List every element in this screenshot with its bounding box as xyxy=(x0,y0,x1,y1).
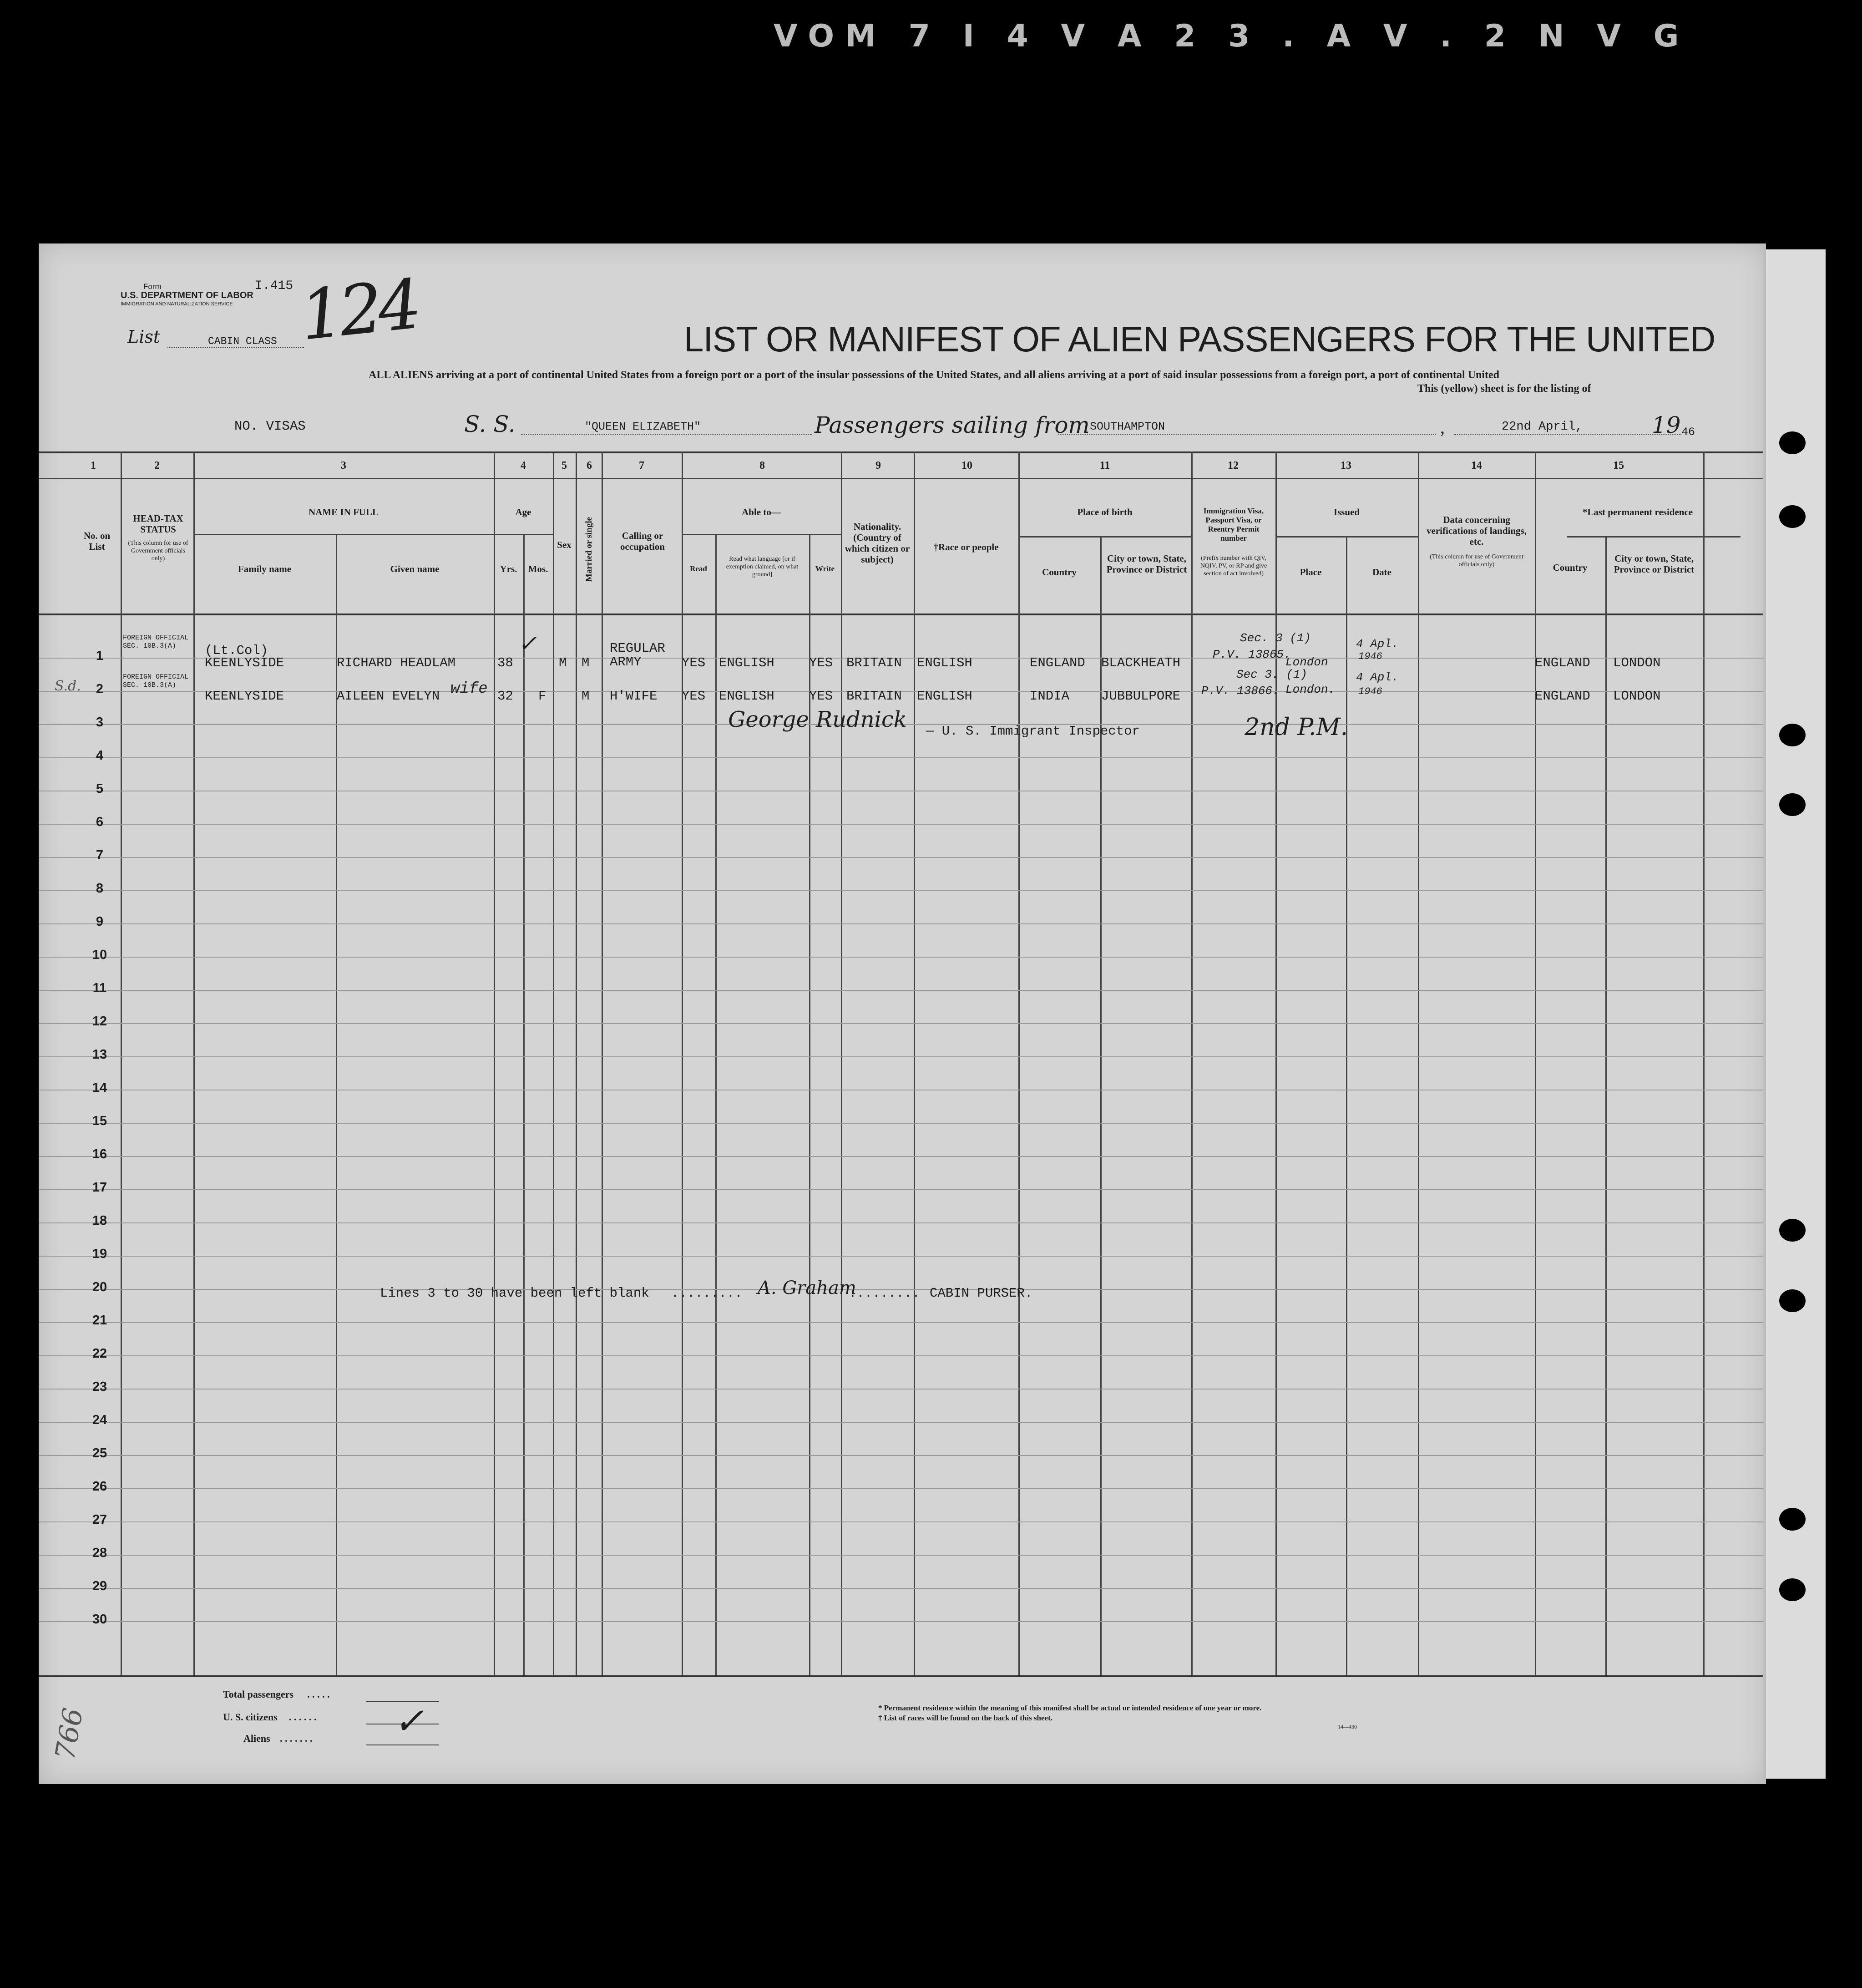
header-nationality: Nationality. (Country of which citizen or subject) xyxy=(845,521,910,565)
column-number: 6 xyxy=(587,460,592,472)
row-number: 14 xyxy=(92,1080,107,1095)
column-number: 15 xyxy=(1613,460,1624,472)
family-name: KEENLYSIDE xyxy=(205,655,284,670)
can-read: YES xyxy=(682,689,706,704)
column-number: 9 xyxy=(875,460,881,472)
inspector-stamp: — U. S. Immigrant Inspector xyxy=(926,724,1140,739)
row-number: 13 xyxy=(92,1047,107,1062)
row-number: 20 xyxy=(92,1280,107,1294)
can-write: YES xyxy=(809,655,833,670)
language: ENGLISH xyxy=(719,655,774,670)
row-number: 21 xyxy=(92,1313,107,1328)
residence-country: ENGLAND xyxy=(1535,655,1590,670)
row-number: 18 xyxy=(92,1213,107,1228)
punch-hole xyxy=(1779,1289,1806,1312)
row-number: 28 xyxy=(92,1546,107,1560)
header-issued-place: Place xyxy=(1300,567,1322,578)
comma: , xyxy=(1440,417,1445,437)
header-mos: Mos. xyxy=(528,563,548,574)
list-number-handwritten: 124 xyxy=(296,265,421,356)
nationality: BRITAIN xyxy=(846,655,902,670)
manifest-subtitle: ALL ALIENS arriving at a port of continental United States from a foreign port or a port of the insular possessions of the United States, and all aliens arriving at a port of said insular possessions from a foreign port, a port of continental United xyxy=(369,369,1499,381)
nationality: BRITAIN xyxy=(846,689,902,704)
header-yrs: Yrs. xyxy=(500,563,517,574)
age-yrs: 38 xyxy=(497,655,513,670)
row-number: 11 xyxy=(92,981,107,995)
column-number: 8 xyxy=(759,460,765,472)
row-number: 8 xyxy=(96,881,104,896)
purser-signature: A. Graham xyxy=(758,1278,856,1298)
issued-date: 4 Apl. xyxy=(1356,670,1399,684)
row-number: 12 xyxy=(92,1014,107,1029)
sailing-date: 22nd April, xyxy=(1502,420,1583,434)
row-number: 2 xyxy=(96,682,104,696)
header-sex: Sex xyxy=(557,539,572,550)
married: M xyxy=(582,655,590,670)
row-number: 4 xyxy=(96,748,104,763)
sailing-label: Passengers sailing from xyxy=(815,412,1090,438)
rank: (Lt.Col) xyxy=(205,643,268,658)
header-visa-note: (Prefix number with QIV, NQIV, PV, or RP and give section of act involved) xyxy=(1200,555,1267,577)
header-read: Read xyxy=(690,564,707,573)
form-prefix: Form xyxy=(143,282,162,291)
list-class: CABIN CLASS xyxy=(208,335,277,347)
residence-city: LONDON xyxy=(1613,655,1661,670)
visa-number: Sec 3. (1) xyxy=(1236,668,1308,681)
birth-country: INDIA xyxy=(1030,689,1070,704)
given-name: AILEEN EVELYN xyxy=(337,689,440,704)
row-number: 1 xyxy=(96,649,104,663)
leader-dots: . . . . . . xyxy=(289,1711,317,1723)
sheet-edge xyxy=(1763,243,1766,1784)
married: M xyxy=(582,689,590,704)
header-res-country: Country xyxy=(1553,562,1588,573)
header-race: †Race or people xyxy=(933,542,999,553)
header-last-residence: *Last permanent residence xyxy=(1582,507,1693,517)
punch-hole xyxy=(1779,431,1806,454)
occupation-2: ARMY xyxy=(610,654,642,669)
row-number: 26 xyxy=(92,1479,107,1494)
header-age: Age xyxy=(515,507,531,517)
occupation: REGULAR xyxy=(610,641,665,656)
language: ENGLISH xyxy=(719,689,774,704)
totals-check: ✓ xyxy=(394,1700,425,1742)
issued-place: London. xyxy=(1285,683,1336,696)
head-tax-status: FOREIGN OFFICIAL SEC. 10B.3(A) xyxy=(123,673,189,689)
header-write: Write xyxy=(815,564,835,573)
column-number: 5 xyxy=(562,460,567,472)
manifest-subtitle-2: This (yellow) sheet is for the listing of xyxy=(1417,383,1591,395)
purser-role: CABIN PURSER. xyxy=(930,1286,1033,1301)
blank-lines-text: Lines 3 to 30 have been left blank xyxy=(380,1286,649,1301)
can-write: YES xyxy=(809,689,833,704)
race: ENGLISH xyxy=(917,689,972,704)
year-prefix: 19 xyxy=(1652,412,1681,438)
leader-dots: ......... xyxy=(849,1286,920,1301)
ledger-stub xyxy=(1762,249,1826,1779)
manifest-sheet xyxy=(39,243,1766,1784)
header-given-name: Given name xyxy=(390,563,440,574)
residence-city: LONDON xyxy=(1613,689,1661,704)
column-number: 11 xyxy=(1099,460,1110,472)
header-able-to: Able to— xyxy=(742,507,781,517)
row-number: 3 xyxy=(96,715,104,730)
sex: M xyxy=(559,655,567,670)
row-number: 15 xyxy=(92,1114,107,1128)
issued-date: 4 Apl. xyxy=(1356,637,1399,651)
birth-city: JUBBULPORE xyxy=(1101,689,1181,704)
birth-city: BLACKHEATH xyxy=(1101,655,1181,670)
header-head-tax: HEAD-TAX STATUS xyxy=(133,513,183,535)
header-issued-date: Date xyxy=(1372,567,1391,578)
row-number: 17 xyxy=(92,1180,107,1195)
row-number: 9 xyxy=(96,914,104,929)
occupation: H'WIFE xyxy=(610,689,658,704)
residence-country: ENGLAND xyxy=(1535,689,1590,704)
header-data-note: (This column for use of Government officials only) xyxy=(1430,553,1523,568)
head-tax-status: FOREIGN OFFICIAL SEC. 10B.3(A) xyxy=(123,634,189,650)
manifest-title: LIST OR MANIFEST OF ALIEN PASSENGERS FOR THE UNITED xyxy=(684,319,1715,359)
header-place-of-birth: Place of birth xyxy=(1077,507,1133,517)
column-number: 13 xyxy=(1341,460,1351,472)
row-number: 29 xyxy=(92,1579,107,1593)
film-edge-marks: VOM 7 I 4 V A 2 3 . A V . 2 N V G xyxy=(774,18,1690,54)
form-number: I.415 xyxy=(255,279,293,293)
row2-margin-note: S.d. xyxy=(55,678,81,694)
age-mos: ✓ xyxy=(518,633,537,659)
service: IMMIGRATION AND NATURALIZATION SERVICE xyxy=(121,301,233,307)
inspector-note: 2nd P.M. xyxy=(1245,714,1348,741)
header-family-name: Family name xyxy=(238,563,292,574)
header-read-language: Read what language [or if exemption claimed, on what ground] xyxy=(726,556,799,578)
row-number: 30 xyxy=(92,1612,107,1627)
column-number: 7 xyxy=(639,460,644,472)
row-number: 22 xyxy=(92,1346,107,1361)
header-visa: Immigration Visa, Passport Visa, or Reentry Permit number xyxy=(1203,507,1264,543)
given-name-note: wife xyxy=(450,680,488,698)
inspector-signature: George Rudnick xyxy=(728,707,907,732)
row-number: 23 xyxy=(92,1379,107,1394)
race: ENGLISH xyxy=(917,655,972,670)
visa-number: Sec. 3 (1) xyxy=(1240,631,1311,645)
list-label: List xyxy=(127,327,161,347)
header-name-in-full: NAME IN FULL xyxy=(308,507,379,517)
header-head-tax-note: (This column for use of Government officials only) xyxy=(128,540,188,562)
margin-note: 766 xyxy=(49,1705,90,1763)
header-calling: Calling or occupation xyxy=(620,530,665,552)
leader-dots: . . . . . . . xyxy=(280,1733,313,1744)
visas-label: NO. VISAS xyxy=(234,419,306,434)
visa-number-2: P.V. 13866. xyxy=(1201,684,1280,698)
sex: F xyxy=(538,689,546,704)
column-number: 10 xyxy=(961,460,972,472)
row-number: 10 xyxy=(92,948,107,962)
row-number: 25 xyxy=(92,1446,107,1461)
total-passengers-label: Total passengers xyxy=(223,1689,294,1700)
aliens-label: Aliens xyxy=(243,1733,270,1744)
port-name: SOUTHAMPTON xyxy=(1090,420,1165,433)
row-number: 6 xyxy=(96,815,104,829)
row-number: 24 xyxy=(92,1413,107,1427)
family-name: KEENLYSIDE xyxy=(205,689,284,704)
header-issued: Issued xyxy=(1333,507,1360,517)
ship-name: "QUEEN ELIZABETH" xyxy=(585,420,701,433)
ss-label: S. S. xyxy=(464,411,516,437)
column-number: 4 xyxy=(521,460,526,472)
column-number: 3 xyxy=(341,460,346,472)
column-number: 14 xyxy=(1471,460,1482,472)
age-yrs: 32 xyxy=(497,689,513,704)
punch-hole xyxy=(1779,1578,1806,1601)
column-number: 12 xyxy=(1228,460,1239,472)
issued-place: London xyxy=(1285,655,1328,669)
form-code: 14—430 xyxy=(1338,1724,1357,1730)
punch-hole xyxy=(1779,1508,1806,1531)
row-number: 19 xyxy=(92,1247,107,1261)
punch-hole xyxy=(1779,793,1806,816)
leader-dots: ......... xyxy=(671,1286,743,1301)
footnote-races: † List of races will be found on the back of this sheet. xyxy=(878,1714,1052,1722)
row-number: 27 xyxy=(92,1512,107,1527)
year-suffix: 46 xyxy=(1681,426,1695,439)
row-number: 7 xyxy=(96,848,104,862)
header-no-on-list: No. on List xyxy=(83,530,111,552)
punch-hole xyxy=(1779,505,1806,528)
can-read: YES xyxy=(682,655,706,670)
us-citizens-label: U. S. citizens xyxy=(223,1711,278,1723)
issued-date-2: 1946 xyxy=(1358,686,1382,697)
row-number: 16 xyxy=(92,1147,107,1161)
issued-date-2: 1946 xyxy=(1358,651,1382,662)
punch-hole xyxy=(1779,1219,1806,1242)
header-res-city: City or town, State, Province or District xyxy=(1614,553,1695,575)
row-number: 5 xyxy=(96,781,104,796)
column-number: 1 xyxy=(91,460,96,472)
department: U.S. DEPARTMENT OF LABOR xyxy=(121,290,253,300)
birth-country: ENGLAND xyxy=(1030,655,1085,670)
column-number: 2 xyxy=(154,460,160,472)
leader-dots: . . . . . xyxy=(307,1689,330,1700)
header-birth-city: City or town, State, Province or District xyxy=(1106,553,1187,575)
header-married: Married or single xyxy=(584,517,594,582)
visa-number-2: P.V. 13865. xyxy=(1213,648,1291,661)
header-birth-country: Country xyxy=(1042,567,1077,578)
punch-hole xyxy=(1779,724,1806,746)
footnote-residence: * Permanent residence within the meaning of this manifest shall be actual or intended residence of one year or more. xyxy=(878,1704,1262,1712)
header-data-concerning: Data concerning verifications of landings, etc. xyxy=(1427,514,1527,547)
given-name: RICHARD HEADLAM xyxy=(337,655,456,670)
